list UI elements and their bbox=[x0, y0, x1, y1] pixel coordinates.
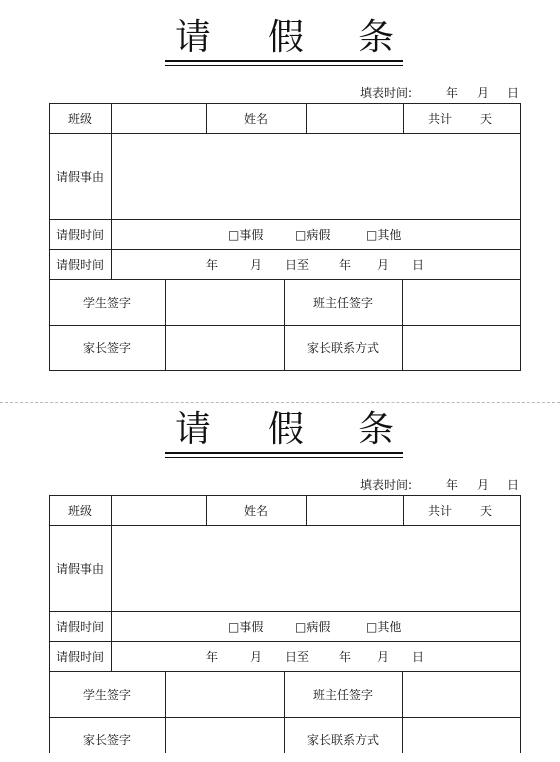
form-1-fill-time-label: 填表时间: bbox=[360, 86, 413, 100]
form-1-class-label: 班级 bbox=[67, 111, 92, 126]
form-2-leave-type-label: 请假时间 bbox=[55, 619, 104, 634]
form-2-table-vline bbox=[306, 495, 307, 526]
page-divider bbox=[0, 402, 560, 403]
form-1-name-label: 姓名 bbox=[243, 111, 268, 126]
form-2-leave-type-option: □事假 bbox=[228, 619, 264, 634]
form-2-parent-contact-label: 家长联系方式 bbox=[306, 733, 379, 747]
form-2-table-vline bbox=[111, 495, 112, 672]
form-2-period-part: 月 bbox=[250, 649, 263, 664]
form-1-fill-date-part: 年 bbox=[446, 86, 459, 100]
form-1-parent-contact-label: 家长联系方式 bbox=[306, 341, 379, 355]
form-1-period-part: 月 bbox=[250, 257, 263, 272]
form-2-title-char: 请 bbox=[175, 409, 212, 450]
form-2-title-char: 假 bbox=[268, 409, 305, 450]
form-1-table-hline bbox=[49, 133, 521, 134]
form-2-fill-date-part: 月 bbox=[477, 478, 490, 492]
form-1-table-vline bbox=[306, 103, 307, 134]
form-2-total-label: 共计 bbox=[427, 503, 452, 518]
form-1-day-unit: 天 bbox=[479, 111, 492, 126]
form-2-period-part: 月 bbox=[377, 649, 390, 664]
form-1-table-vline bbox=[111, 103, 112, 280]
form-2-name-label: 姓名 bbox=[243, 503, 268, 518]
form-2-table-vline bbox=[403, 495, 404, 526]
form-1-fill-date-part: 月 bbox=[477, 86, 490, 100]
form-1-student-sign-label: 学生签字 bbox=[82, 295, 131, 310]
form-1-table-vline bbox=[520, 103, 521, 371]
form-2-period-part: 日 bbox=[412, 649, 425, 664]
form-2-class-label: 班级 bbox=[67, 503, 92, 518]
form-1-teacher-sign-label: 班主任签字 bbox=[312, 295, 373, 310]
form-2-parent-sign-label: 家长签字 bbox=[82, 733, 131, 747]
form-2-leave-type-option: □病假 bbox=[295, 619, 331, 634]
form-1-period-part: 年 bbox=[206, 257, 219, 272]
form-2-fill-date-part: 日 bbox=[507, 478, 520, 492]
form-1-table-vline bbox=[403, 103, 404, 134]
form-2-leave-type-option: □其他 bbox=[366, 619, 402, 634]
form-1-fill-date-part: 日 bbox=[507, 86, 520, 100]
form-2-period-part: 年 bbox=[206, 649, 219, 664]
form-1-leave-type-option: □病假 bbox=[295, 227, 331, 242]
form-2-table-vline bbox=[402, 671, 403, 753]
form-1-leave-type-option: □事假 bbox=[228, 227, 264, 242]
form-2-student-sign-label: 学生签字 bbox=[82, 687, 131, 702]
form-2-title-underline-top bbox=[165, 452, 403, 454]
form-1-period-part: 月 bbox=[377, 257, 390, 272]
form-1-period-part: 日至 bbox=[285, 257, 310, 272]
form-1-title-underline-top bbox=[165, 60, 403, 62]
form-2-table-hline bbox=[49, 611, 521, 612]
form-2-teacher-sign-label: 班主任签字 bbox=[312, 687, 373, 702]
form-1-table-hline bbox=[49, 370, 521, 371]
form-2-leave-period-label: 请假时间 bbox=[55, 649, 104, 664]
form-1-period-part: 日 bbox=[412, 257, 425, 272]
form-1-title-underline-bottom bbox=[165, 65, 403, 66]
form-1-period-part: 年 bbox=[339, 257, 352, 272]
form-2-table-hline bbox=[49, 525, 521, 526]
form-1-table-vline bbox=[402, 279, 403, 371]
form-2-fill-time-label: 填表时间: bbox=[360, 478, 413, 492]
form-1-title-char: 条 bbox=[358, 17, 395, 58]
form-2-day-unit: 天 bbox=[479, 503, 492, 518]
form-2-period-part: 日至 bbox=[285, 649, 310, 664]
form-1-title-char: 假 bbox=[268, 17, 305, 58]
form-1-leave-type-option: □其他 bbox=[366, 227, 402, 242]
form-2-title-underline-bottom bbox=[165, 457, 403, 458]
form-1-leave-type-label: 请假时间 bbox=[55, 227, 104, 242]
form-1-table-hline bbox=[49, 219, 521, 220]
form-1-leave-period-label: 请假时间 bbox=[55, 257, 104, 272]
form-2-table-vline bbox=[165, 671, 166, 753]
form-2-table-vline bbox=[520, 495, 521, 753]
form-2-reason-label: 请假事由 bbox=[55, 561, 104, 576]
form-1-parent-sign-label: 家长签字 bbox=[82, 341, 131, 355]
form-2-fill-date-part: 年 bbox=[446, 478, 459, 492]
form-1-total-label: 共计 bbox=[427, 111, 452, 126]
form-1-table-vline bbox=[165, 279, 166, 371]
form-1-title-char: 请 bbox=[175, 17, 212, 58]
form-2-title-char: 条 bbox=[358, 409, 395, 450]
form-2-period-part: 年 bbox=[339, 649, 352, 664]
form-1-reason-label: 请假事由 bbox=[55, 169, 104, 184]
